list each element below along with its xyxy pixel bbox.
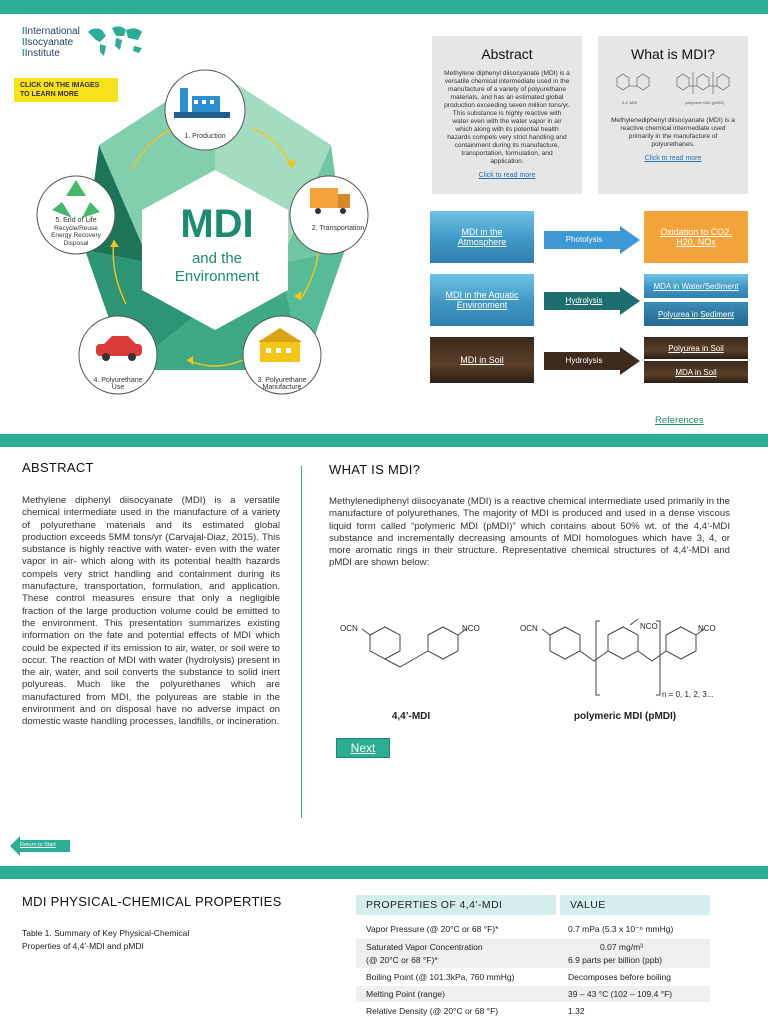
value-cell: Decomposes before boiling bbox=[558, 969, 710, 986]
next-button[interactable]: Next bbox=[336, 738, 390, 758]
table-row bbox=[356, 986, 710, 1003]
what-is-mdi-card[interactable] bbox=[598, 36, 748, 194]
mda-soil-tile[interactable]: MDA in Soil bbox=[644, 361, 748, 383]
callout-line-1: CLICK ON THE IMAGES bbox=[20, 82, 100, 89]
logo-line-1: International bbox=[24, 26, 80, 37]
what-is-mdi-body: Methylenediphenyl diisocyanate (MDI) is a reactive chemical intermediate used primarily in the manufacture of polyurethanes. The majority of MDI is produced and used in a dense viscous liquid form called “polymeric MDI (pMDI)” which contains about 50% wt. of the 4,4’-MDI substance and incrementally decreasing amounts of MDI homologues which have 3, 4, or more aromatic rings in their structure. Representative chemical structures of 4,4’-MDI and pMDI are shown below: bbox=[329, 496, 730, 569]
table-row bbox=[356, 1003, 710, 1020]
mda-water-sediment-tile[interactable]: MDA in Water/Sediment bbox=[644, 274, 748, 298]
what-is-mdi-card-title: What is MDI? bbox=[630, 46, 715, 62]
prop-cell: Melting Point (range) bbox=[356, 986, 558, 1003]
references-link[interactable]: References bbox=[655, 415, 704, 426]
prop-cell-line-2: (@ 20°C or 68 °F)* bbox=[366, 955, 438, 965]
return-to-start-link[interactable]: Return to Start bbox=[20, 842, 56, 848]
mini-label-mdi: 4,4'-MDI bbox=[622, 100, 638, 105]
aquatic-hydrolysis-label: Hydrolysis bbox=[565, 296, 603, 305]
step-manufacture-line-1: 3. Polyurethane bbox=[257, 377, 307, 384]
nco-label-mdi: NCO bbox=[462, 624, 480, 633]
step-manufacture-label[interactable] bbox=[242, 377, 322, 391]
prop-cell: Boiling Point (@ 101.3kPa, 760 mmHg) bbox=[356, 969, 558, 986]
nco-label-pmdi-mid: NCO bbox=[640, 622, 658, 631]
atm-source-line-2: Atmosphere bbox=[457, 237, 507, 247]
middle-band bbox=[0, 434, 768, 447]
atm-result-line-1: Oxidation to CO2, bbox=[660, 227, 732, 237]
value-cell: 39 – 43 °C (102 – 109.4 °F) bbox=[558, 986, 710, 1003]
abstract-card-text: Methylene diphenyl diisocyanate (MDI) is a versatile chemical intermediate used in the manufacture of a variety of polyurethane materials, and has an estimated global production exceeding seven million tons/yr. This substance is highly reactive with water even with the water vapor in air which along with its potential health hazards compels very strict handling and containment during its manufacture, transportation, formulation, and application. bbox=[444, 70, 570, 165]
polyurea-sediment-tile[interactable]: Polyurea in Sediment bbox=[644, 302, 748, 326]
nco-label-pmdi-end: NCO bbox=[698, 624, 716, 633]
step-production-label[interactable]: 1. Production bbox=[184, 133, 226, 140]
caption-line-2: Properties of 4,4’-MDI and pMDI bbox=[22, 941, 144, 951]
step-transportation-label[interactable]: 2. Transportation bbox=[311, 225, 365, 232]
photolysis-label: Photolysis bbox=[565, 235, 603, 244]
step-eol-line-1: 5. End of Life bbox=[55, 217, 97, 224]
step-eol-line-4: Disposal bbox=[63, 239, 89, 247]
abstract-body: Methylene diphenyl diisocyanate (MDI) is a versatile chemical intermediate used in the manufacture of a variety of polyurethane materials and its estimated global production exceeds 5MM tons/yr (Carvajal-Diaz, 2015). This substance is highly reactive with water- even with the water vapor in air- which along with its potential health hazards compels very strict handling and containment during its manufacture, transportation, formulation, and application. These control measures ensure that only a negligible fraction of the large production volume could be emitted to the environment. This presentation summarizes existing information on the fate and potential effects of MDI which could be expected if its emission to air, water, or soil were to occur. The reaction of MDI with water (hydrolysis) present in the air, water, and soil converts the substance to solid inert polyureas. Much like the polyurethanes which are manufactured from MDI, the polyureas are stable in the environment and on disposal have no adverse impact on domestic waste handling processes, landfills, or incineration. bbox=[22, 495, 280, 728]
mini-label-pmdi: polymeric MDI (pMDI) bbox=[685, 100, 724, 105]
value-cell: 0.7 mPa (5.3 x 10⁻⁶ mmHg) bbox=[558, 915, 710, 939]
mini-structures-icon bbox=[603, 68, 743, 100]
callout-line-2: TO LEARN MORE bbox=[20, 91, 79, 98]
abstract-heading: ABSTRACT bbox=[22, 460, 94, 475]
step-use-line-2: Use bbox=[111, 384, 125, 391]
mdi-aquatic-tile[interactable] bbox=[430, 274, 534, 326]
step-eol-line-2: Recycle/Reuse bbox=[54, 224, 98, 232]
table-row bbox=[356, 915, 710, 939]
logo-line-2: Isocyanate bbox=[24, 37, 74, 48]
prop-cell: Vapor Pressure (@ 20°C or 68 °F)* bbox=[356, 915, 558, 939]
n-repeat-label: n = 0, 1, 2, 3... bbox=[662, 690, 714, 699]
ocn-label-pmdi: OCN bbox=[520, 624, 538, 633]
what-is-mdi-heading: WHAT IS MDI? bbox=[329, 462, 421, 477]
section-divider bbox=[301, 466, 302, 818]
col-value: VALUE bbox=[558, 895, 710, 915]
soil-hydrolysis-label: Hydrolysis bbox=[565, 356, 603, 365]
step-manufacture-line-2: Manufacture bbox=[262, 384, 302, 391]
pmdi-structure-label: polymeric MDI (pMDI) bbox=[573, 711, 677, 722]
abstract-card-title: Abstract bbox=[481, 46, 533, 62]
properties-table bbox=[356, 895, 710, 1020]
value-cell-line-1: 0.07 mg/m³ bbox=[600, 942, 643, 952]
step-end-of-life-label[interactable] bbox=[36, 217, 116, 247]
step-eol-line-3: Energy Recovery bbox=[51, 232, 101, 239]
step-use-line-1: 4. Polyurethane bbox=[93, 377, 143, 384]
prop-cell bbox=[356, 939, 558, 969]
top-band bbox=[0, 0, 768, 14]
value-cell bbox=[558, 939, 710, 969]
aq-source-line-1: MDI in the Aquatic bbox=[445, 290, 519, 300]
value-cell: 1.32 bbox=[558, 1003, 710, 1020]
mdi-structure-label: 4,4’-MDI bbox=[391, 711, 431, 722]
lower-band bbox=[0, 866, 768, 879]
caption-line-1: Table 1. Summary of Key Physical-Chemical bbox=[22, 928, 190, 938]
atm-result-line-2: H20, NOx bbox=[676, 237, 716, 247]
mdi-atmosphere-tile[interactable] bbox=[430, 211, 534, 263]
polyurea-soil-tile[interactable]: Polyurea in Soil bbox=[644, 337, 748, 359]
value-cell-line-2: 6.9 parts per billion (ppb) bbox=[568, 955, 663, 965]
step-use-label[interactable] bbox=[78, 377, 158, 391]
abstract-read-more-link[interactable]: Click to read more bbox=[478, 172, 536, 179]
logo-line-3: Institute bbox=[24, 48, 60, 59]
what-is-mdi-read-more-link[interactable]: Click to read more bbox=[644, 155, 702, 162]
ocn-label-mdi: OCN bbox=[340, 624, 358, 633]
col-properties: PROPERTIES OF 4,4’-MDI bbox=[356, 895, 558, 915]
abstract-card[interactable] bbox=[432, 36, 582, 194]
atm-source-line-1: MDI in the bbox=[461, 227, 503, 237]
table-row bbox=[356, 969, 710, 986]
what-is-mdi-card-text: Methylenediphenyl diisocyanate (MDI) is a reactive chemical intermediate used primarily in the manufacture of polyurethanes. bbox=[611, 117, 735, 148]
prop-cell-line-1: Saturated Vapor Concentration bbox=[366, 942, 483, 952]
mdi-soil-tile[interactable]: MDI in Soil bbox=[430, 337, 534, 383]
aq-source-line-2: Environment bbox=[456, 300, 508, 310]
diagram-subtitle-1: and the bbox=[191, 250, 243, 267]
table-row bbox=[356, 939, 710, 969]
prop-cell: Relative Density (@ 20°C or 68 °F) bbox=[356, 1003, 558, 1020]
world-map-icon bbox=[84, 22, 146, 60]
diagram-title: MDI bbox=[180, 202, 254, 246]
iii-logo[interactable]: IInternational IIsocyanate IInstitute bbox=[22, 26, 80, 59]
oxidation-result-tile[interactable] bbox=[644, 211, 748, 263]
properties-heading: MDI PHYSICAL-CHEMICAL PROPERTIES bbox=[22, 894, 282, 909]
table-caption bbox=[22, 927, 189, 953]
diagram-subtitle-2: Environment bbox=[174, 268, 260, 285]
